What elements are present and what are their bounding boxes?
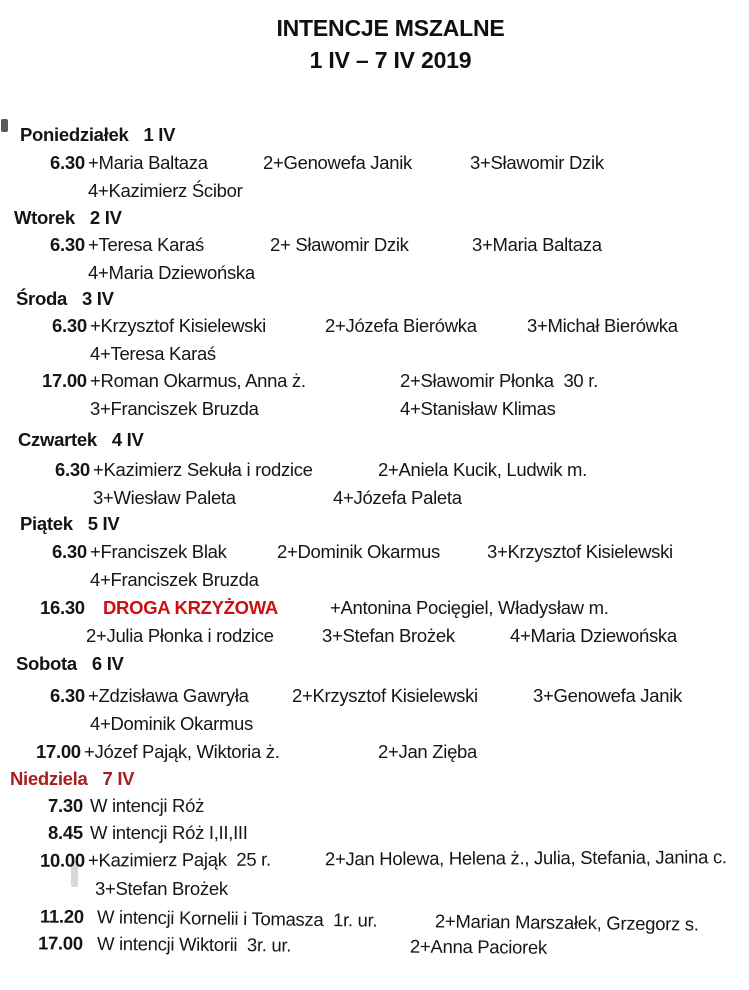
mass-intention: 2+Anna Paciorek bbox=[409, 935, 548, 958]
mass-intention: 2+Marian Marszałek, Grzegorz s. bbox=[434, 910, 699, 935]
mass-time: 6.30 bbox=[50, 152, 85, 173]
mass-intention: +Antonina Pocięgiel, Władysław m. bbox=[330, 597, 609, 618]
mass-intention: 3+Stefan Brożek bbox=[95, 878, 228, 899]
schedule-line bbox=[0, 793, 749, 820]
document-header bbox=[32, 12, 749, 76]
mass-intention: 2+Jan Holewa, Helena ż., Julia, Stefania, Janina c. bbox=[324, 846, 727, 870]
day-date: 4 IV bbox=[111, 429, 144, 450]
mass-intention: 2+Aniela Kucik, Ludwik m. bbox=[378, 459, 587, 480]
schedule-line bbox=[0, 313, 749, 340]
mass-time: 6.30 bbox=[52, 541, 87, 562]
day-name: Czwartek bbox=[18, 429, 97, 450]
day-name: Sobota bbox=[16, 653, 77, 674]
day-date: 5 IV bbox=[87, 513, 120, 534]
day-header-sobota bbox=[16, 651, 749, 678]
schedule-line bbox=[0, 457, 749, 484]
mass-time: 8.45 bbox=[48, 822, 83, 843]
date-range: 1 IV – 7 IV 2019 bbox=[309, 47, 472, 73]
page-title: INTENCJE MSZALNE bbox=[276, 15, 505, 41]
day-name: Niedziela bbox=[10, 768, 88, 789]
schedule-line bbox=[0, 341, 749, 368]
day-header-piątek bbox=[20, 511, 749, 538]
day-date: 3 IV bbox=[81, 288, 114, 309]
day-date: 7 IV bbox=[102, 768, 135, 789]
day-header-niedziela bbox=[10, 766, 749, 793]
scan-artifact bbox=[1, 119, 8, 132]
day-name: Wtorek bbox=[14, 207, 75, 228]
mass-intention: +Maria Baltaza bbox=[88, 152, 208, 173]
schedule-line bbox=[0, 539, 749, 566]
mass-time: 10.00 bbox=[39, 849, 85, 871]
mass-intention: W intencji Róż bbox=[90, 795, 205, 816]
mass-intention: 3+Krzysztof Kisielewski bbox=[487, 541, 673, 562]
mass-intention: W intencji Róż I,II,III bbox=[90, 822, 248, 843]
mass-intention: 2+Genowefa Janik bbox=[263, 152, 412, 173]
mass-time: 16.30 bbox=[40, 597, 85, 618]
mass-intention: +Krzysztof Kisielewski bbox=[90, 315, 266, 336]
mass-intention: 2+Józefa Bierówka bbox=[325, 315, 477, 336]
mass-intention: 4+Dominik Okarmus bbox=[90, 713, 253, 734]
mass-intention: 2+Sławomir Płonka 30 r. bbox=[400, 370, 598, 391]
day-name: Środa bbox=[16, 288, 67, 309]
mass-time: 17.00 bbox=[42, 370, 87, 391]
mass-time: 17.00 bbox=[37, 932, 83, 954]
day-header-wtorek bbox=[14, 205, 749, 232]
mass-time: 6.30 bbox=[50, 685, 85, 706]
event-label: DROGA KRZYŻOWA bbox=[103, 597, 278, 618]
day-name: Piątek bbox=[20, 513, 73, 534]
mass-time: 7.30 bbox=[48, 795, 83, 816]
mass-intention: 3+Maria Baltaza bbox=[472, 234, 602, 255]
mass-intention: 4+Franciszek Bruzda bbox=[90, 569, 259, 590]
mass-intention: W intencji Kornelii i Tomasza 1r. ur. bbox=[96, 906, 378, 931]
mass-intention: 4+Maria Dziewońska bbox=[510, 625, 677, 646]
day-date: 2 IV bbox=[89, 207, 122, 228]
mass-time: 6.30 bbox=[55, 459, 90, 480]
schedule-line bbox=[0, 739, 749, 766]
schedule-line bbox=[0, 368, 749, 395]
mass-intention: 2+Dominik Okarmus bbox=[277, 541, 440, 562]
mass-intention: +Kazimierz Sekuła i rodzice bbox=[93, 459, 313, 480]
schedule-line bbox=[0, 820, 749, 847]
mass-intention: 2+ Sławomir Dzik bbox=[270, 234, 409, 255]
mass-intention: +Franciszek Blak bbox=[90, 541, 227, 562]
day-date: 1 IV bbox=[143, 124, 176, 145]
schedule-line bbox=[0, 150, 749, 177]
mass-time: 11.20 bbox=[39, 905, 84, 928]
mass-intention: +Teresa Karaś bbox=[88, 234, 204, 255]
mass-intention: 4+Kazimierz Ścibor bbox=[88, 180, 243, 201]
schedule-line bbox=[0, 711, 749, 738]
mass-intention: 3+Sławomir Dzik bbox=[470, 152, 604, 173]
mass-time: 17.00 bbox=[36, 741, 81, 762]
mass-intention: 4+Maria Dziewońska bbox=[88, 262, 255, 283]
day-header-poniedziałek bbox=[20, 122, 749, 149]
schedule-line bbox=[0, 683, 749, 710]
schedule-line bbox=[0, 876, 749, 903]
schedule-line bbox=[0, 930, 749, 964]
mass-intention: 2+Julia Płonka i rodzice bbox=[86, 625, 274, 646]
mass-intention: +Roman Okarmus, Anna ż. bbox=[90, 370, 306, 391]
day-header-środa bbox=[16, 286, 749, 313]
mass-intention: +Kazimierz Pająk 25 r. bbox=[87, 848, 271, 871]
day-header-czwartek bbox=[18, 427, 749, 454]
mass-intention: 3+Wiesław Paleta bbox=[93, 487, 236, 508]
mass-intention: 4+Stanisław Klimas bbox=[400, 398, 556, 419]
schedule-line bbox=[0, 396, 749, 423]
mass-intention: 4+Teresa Karaś bbox=[90, 343, 216, 364]
schedule-line bbox=[0, 567, 749, 594]
schedule-line bbox=[0, 178, 749, 205]
mass-intention: 2+Jan Zięba bbox=[378, 741, 478, 762]
mass-intention: 3+Genowefa Janik bbox=[533, 685, 682, 706]
day-date: 6 IV bbox=[91, 653, 124, 674]
day-name: Poniedziałek bbox=[20, 124, 129, 145]
schedule-line bbox=[0, 260, 749, 287]
schedule-line bbox=[0, 844, 749, 875]
mass-intention: 3+Michał Bierówka bbox=[527, 315, 678, 336]
mass-intention: 2+Krzysztof Kisielewski bbox=[292, 685, 478, 706]
mass-time: 6.30 bbox=[50, 234, 85, 255]
mass-intention: +Józef Pająk, Wiktoria ż. bbox=[84, 741, 280, 762]
mass-intention: 4+Józefa Paleta bbox=[333, 487, 462, 508]
schedule-line bbox=[0, 595, 749, 622]
mass-intention: +Zdzisława Gawryła bbox=[88, 685, 249, 706]
mass-intention: W intencji Wiktorii 3r. ur. bbox=[96, 932, 292, 956]
mass-time: 6.30 bbox=[52, 315, 87, 336]
schedule-line bbox=[0, 623, 749, 650]
mass-intention: 3+Stefan Brożek bbox=[322, 625, 455, 646]
schedule-line bbox=[0, 485, 749, 512]
mass-intention: 3+Franciszek Bruzda bbox=[90, 398, 259, 419]
schedule-line bbox=[0, 232, 749, 259]
